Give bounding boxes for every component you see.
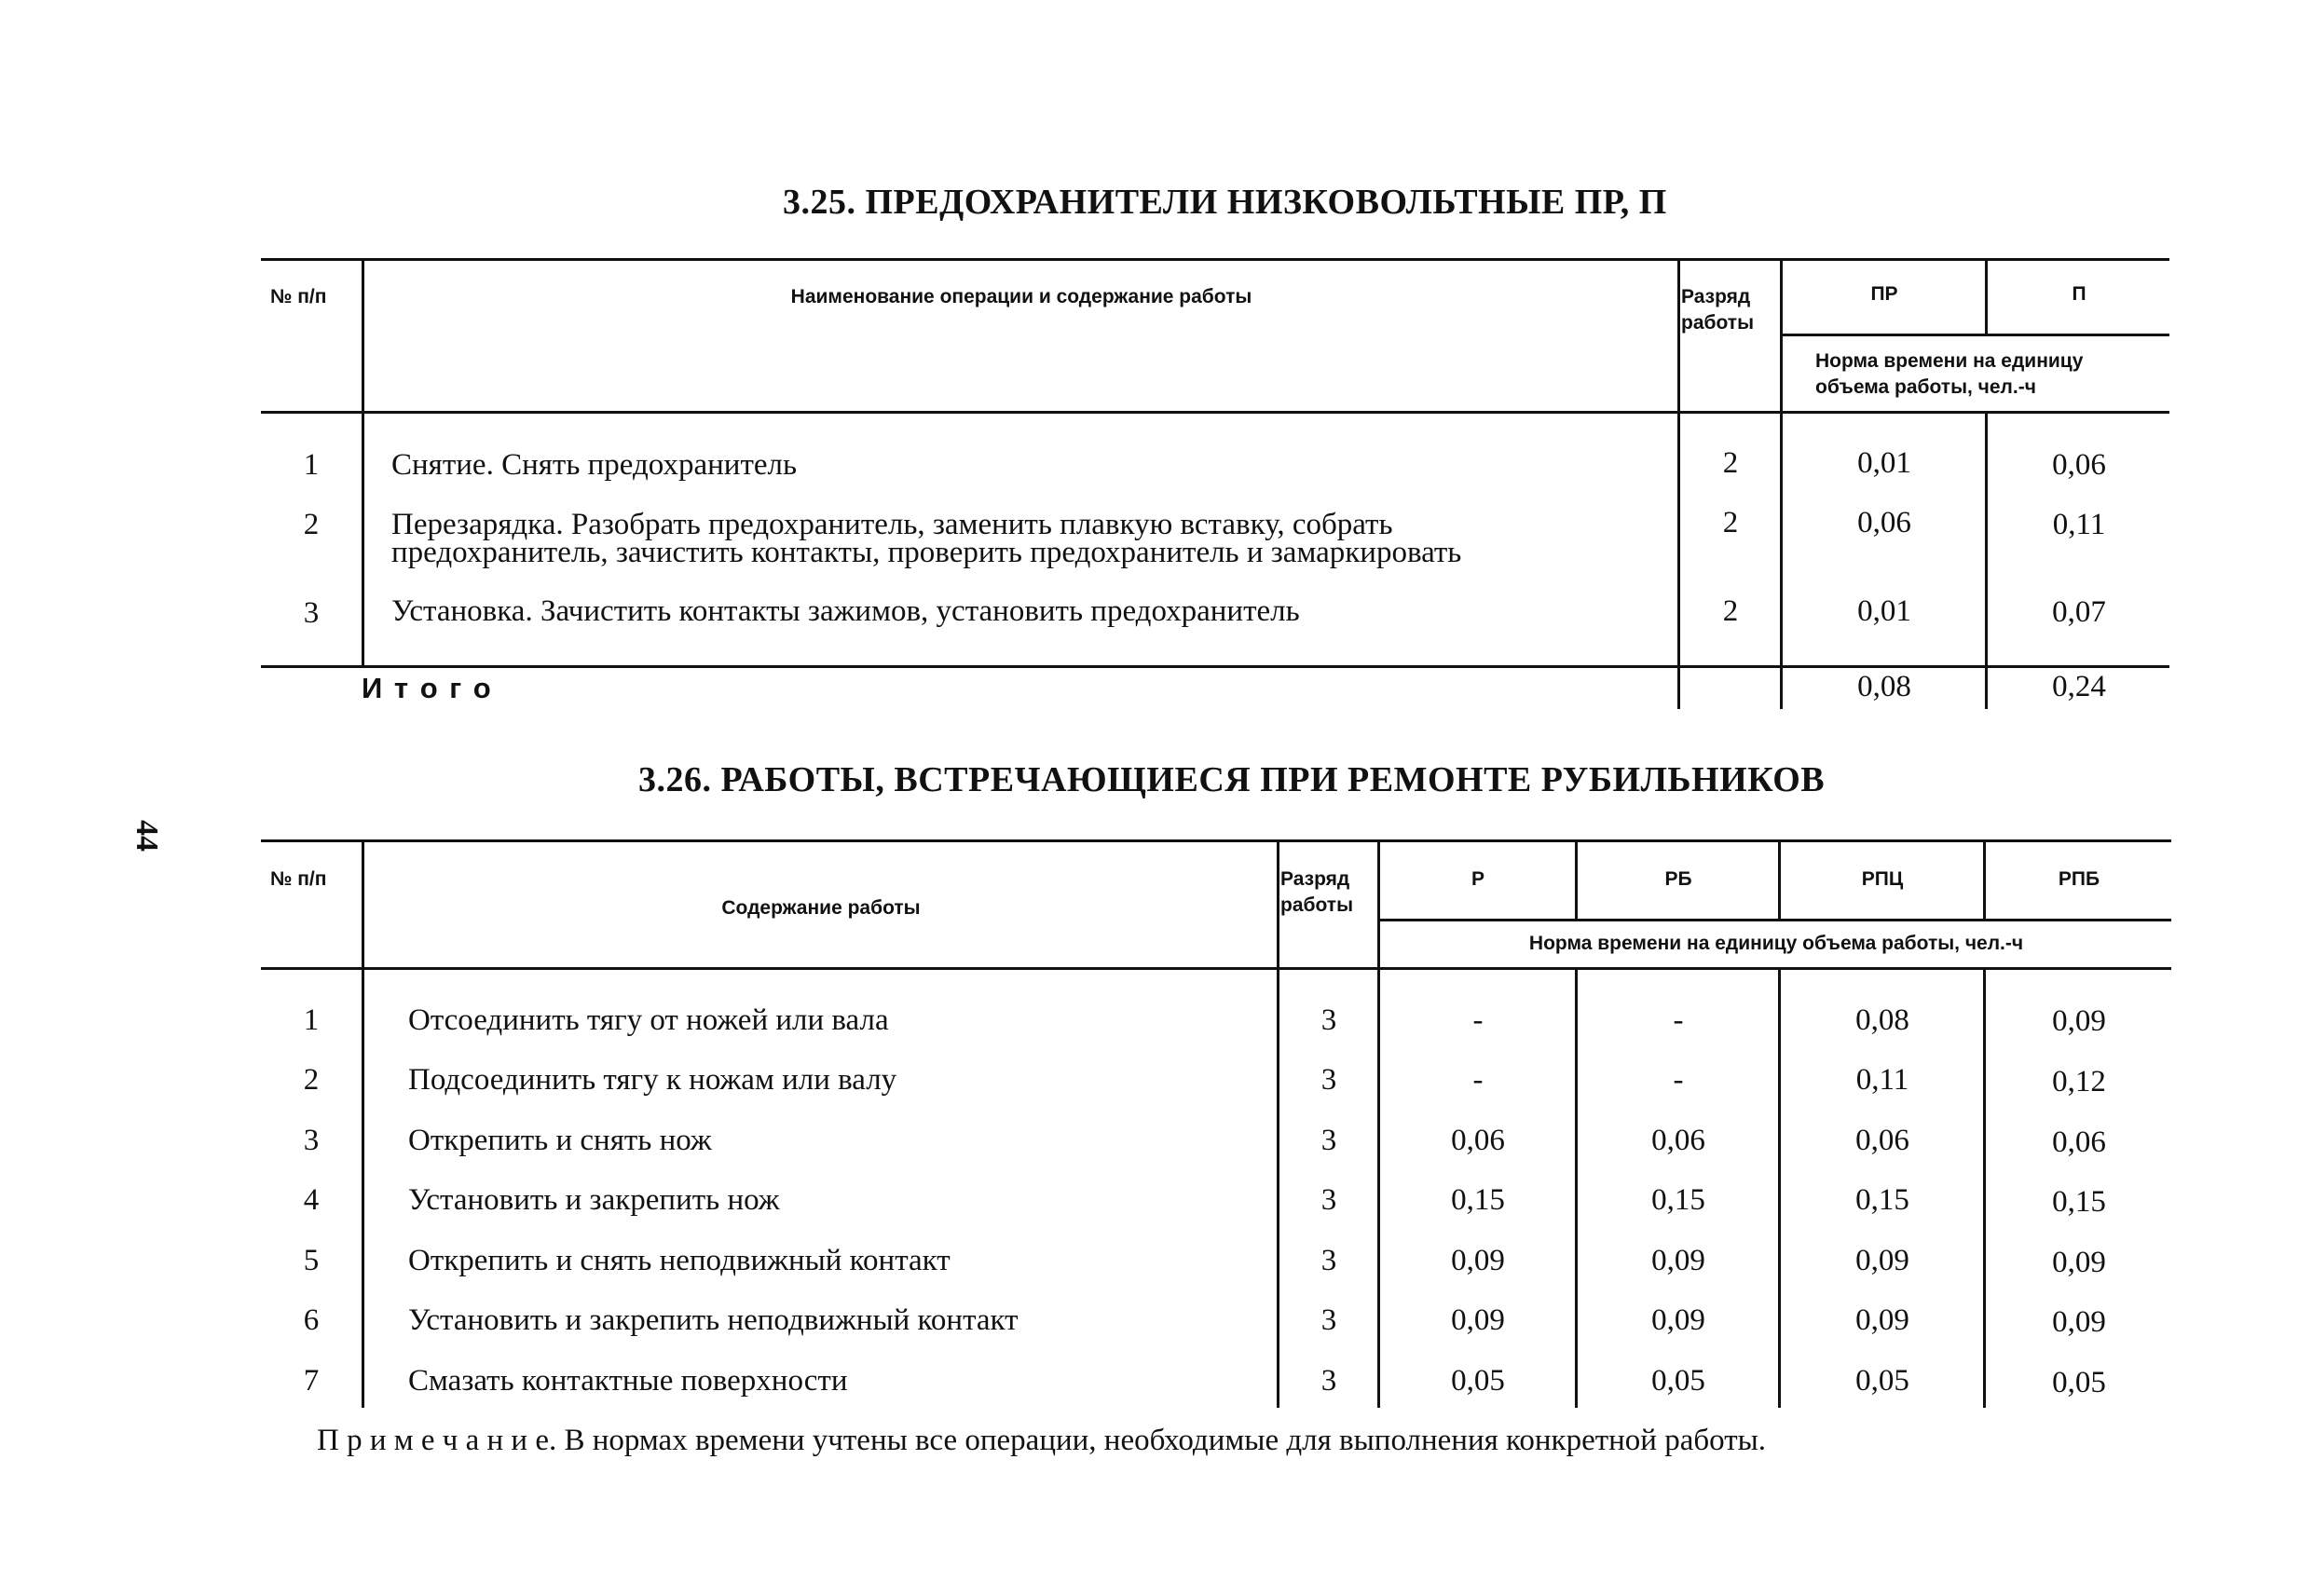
table-1-row-2-grade: 2 [1722,506,1739,539]
table-2-row-1-r: - [1472,1003,1484,1037]
table-2-row-3-rpc: 0,06 [1855,1124,1909,1157]
table-2-row-1-text: Отсоединить тягу от ножей или вала [408,1003,889,1037]
table-2-row-2-grade: 3 [1320,1063,1337,1097]
col-header-grade-1: Разряд [1681,286,1751,307]
table-2-row-4-r: 0,15 [1451,1183,1505,1217]
table-1-total-pr: 0,08 [1857,670,1911,703]
table-1-row-1-pr: 0,01 [1857,446,1911,480]
col-header-r: Р [1471,868,1484,890]
table-1-total-label: И т о г о [362,672,493,704]
col-header-name: Наименование операции и содержание работы [790,286,1252,307]
page-number: 44 [130,820,164,852]
table-2-title: 3.26. РАБОТЫ, ВСТРЕЧАЮЩИЕСЯ ПРИ РЕМОНТЕ РУБИЛЬНИКОВ [638,760,1826,799]
table-2-row-7-rb: 0,05 [1651,1364,1705,1398]
col-header-pr: ПР [1870,283,1898,305]
table-2-row-7-rpc: 0,05 [1855,1364,1909,1398]
table-2-row-3-r: 0,06 [1451,1124,1505,1157]
table-2-row-6-rpc: 0,09 [1855,1303,1909,1337]
table-2-row-5-num: 5 [303,1244,320,1277]
col-header-num: № п/п [270,286,327,307]
table-1-row-2-pr: 0,06 [1857,506,1911,539]
table-2-row-1-rb: - [1673,1003,1684,1037]
table-1-row-1-p: 0,06 [2052,448,2106,482]
table-2-row-3-rpb: 0,06 [2052,1125,2106,1159]
col-header-rpc: РПЦ [1861,868,1904,890]
table-2-row-5-rb: 0,09 [1651,1244,1705,1277]
table-1-row-1-num: 1 [303,448,320,482]
table-2-row-7-rpb: 0,05 [2052,1366,2106,1399]
col-header-grade-2: работы [1280,894,1354,916]
col-header-norm-2: объема работы, чел.-ч [1815,376,2036,398]
table-2-row-2-rpc: 0,11 [1855,1063,1909,1097]
table-2-row-7-num: 7 [303,1364,320,1398]
table-2-row-4-grade: 3 [1320,1183,1337,1217]
table-1-row-3-p: 0,07 [2052,595,2106,629]
table-2-row-6-rpb: 0,09 [2052,1305,2106,1339]
table-2-row-2-num: 2 [303,1063,320,1097]
table-2-row-6-text: Установить и закрепить неподвижный контакт [408,1303,1019,1337]
table-2-row-5-rpc: 0,09 [1855,1244,1909,1277]
col-header-norm: Норма времени на единицу объема работы, чел.-ч [1528,933,2024,954]
table-2-row-4-rpc: 0,15 [1855,1183,1909,1217]
table-2-row-6-grade: 3 [1320,1303,1337,1337]
table-1-row-3-pr: 0,01 [1857,594,1911,628]
table-2-row-4-num: 4 [303,1183,320,1217]
table-1-row-2-text-2: предохранитель, зачистить контакты, проверить предохранитель и замаркировать [391,536,1462,569]
table-2-row-2-text: Подсоединить тягу к ножам или валу [408,1063,897,1097]
table-2-row-1-rpc: 0,08 [1855,1003,1909,1037]
table-2-row-3-grade: 3 [1320,1124,1337,1157]
table-1-title: 3.25. ПРЕДОХРАНИТЕЛИ НИЗКОВОЛЬТНЫЕ ПР, П [783,183,1667,222]
col-header-grade-2: работы [1681,312,1755,334]
table-2-row-2-r: - [1472,1063,1484,1097]
col-header-rpb: РПБ [2058,868,2100,890]
table-1-row-3-grade: 2 [1722,594,1739,628]
footnote: П р и м е ч а н и е. В нормах времени учтены все операции, необходимые для выполнения конкретной работы. [317,1424,1767,1457]
table-2-row-3-rb: 0,06 [1651,1124,1705,1157]
table-2-row-1-grade: 3 [1320,1003,1337,1037]
table-2-row-3-num: 3 [303,1124,320,1157]
table-1-row-3-num: 3 [303,596,320,630]
col-header-content: Содержание работы [721,897,921,919]
col-header-grade-1: Разряд [1280,868,1350,890]
table-2-row-3-text: Открепить и снять нож [408,1124,712,1157]
table-1-row-2-text-1: Перезарядка. Разобрать предохранитель, заменить плавкую вставку, собрать [391,508,1393,541]
table-2-row-2-rpb: 0,12 [2052,1065,2106,1098]
table-2-row-7-text: Смазать контактные поверхности [408,1364,848,1398]
table-2-row-1-num: 1 [303,1003,320,1037]
table-1-row-1-text: Снятие. Снять предохранитель [391,448,798,482]
col-header-norm-1: Норма времени на единицу [1815,350,2084,372]
col-header-rb: РБ [1664,868,1692,890]
table-2-row-4-rpb: 0,15 [2052,1185,2106,1219]
table-1-total-p: 0,24 [2052,670,2106,703]
table-2-row-2-rb: - [1673,1063,1684,1097]
table-2-row-5-grade: 3 [1320,1244,1337,1277]
table-2-row-6-num: 6 [303,1303,320,1337]
table-2-row-5-rpb: 0,09 [2052,1246,2106,1279]
table-2-row-5-r: 0,09 [1451,1244,1505,1277]
table-2-row-6-r: 0,09 [1451,1303,1505,1337]
table-2-row-4-rb: 0,15 [1651,1183,1705,1217]
col-header-p: П [2072,283,2086,305]
col-header-num: № п/п [270,868,327,890]
table-2-row-7-grade: 3 [1320,1364,1337,1398]
table-1-row-2-p: 0,11 [2052,508,2106,541]
table-2-row-4-text: Установить и закрепить нож [408,1183,780,1217]
table-2-row-5-text: Открепить и снять неподвижный контакт [408,1244,951,1277]
table-1-row-1-grade: 2 [1722,446,1739,480]
table-1-row-2-num: 2 [303,508,320,541]
table-1-row-3-text: Установка. Зачистить контакты зажимов, установить предохранитель [391,594,1300,628]
table-2-row-7-r: 0,05 [1451,1364,1505,1398]
table-2-row-1-rpb: 0,09 [2052,1004,2106,1038]
table-2-row-6-rb: 0,09 [1651,1303,1705,1337]
